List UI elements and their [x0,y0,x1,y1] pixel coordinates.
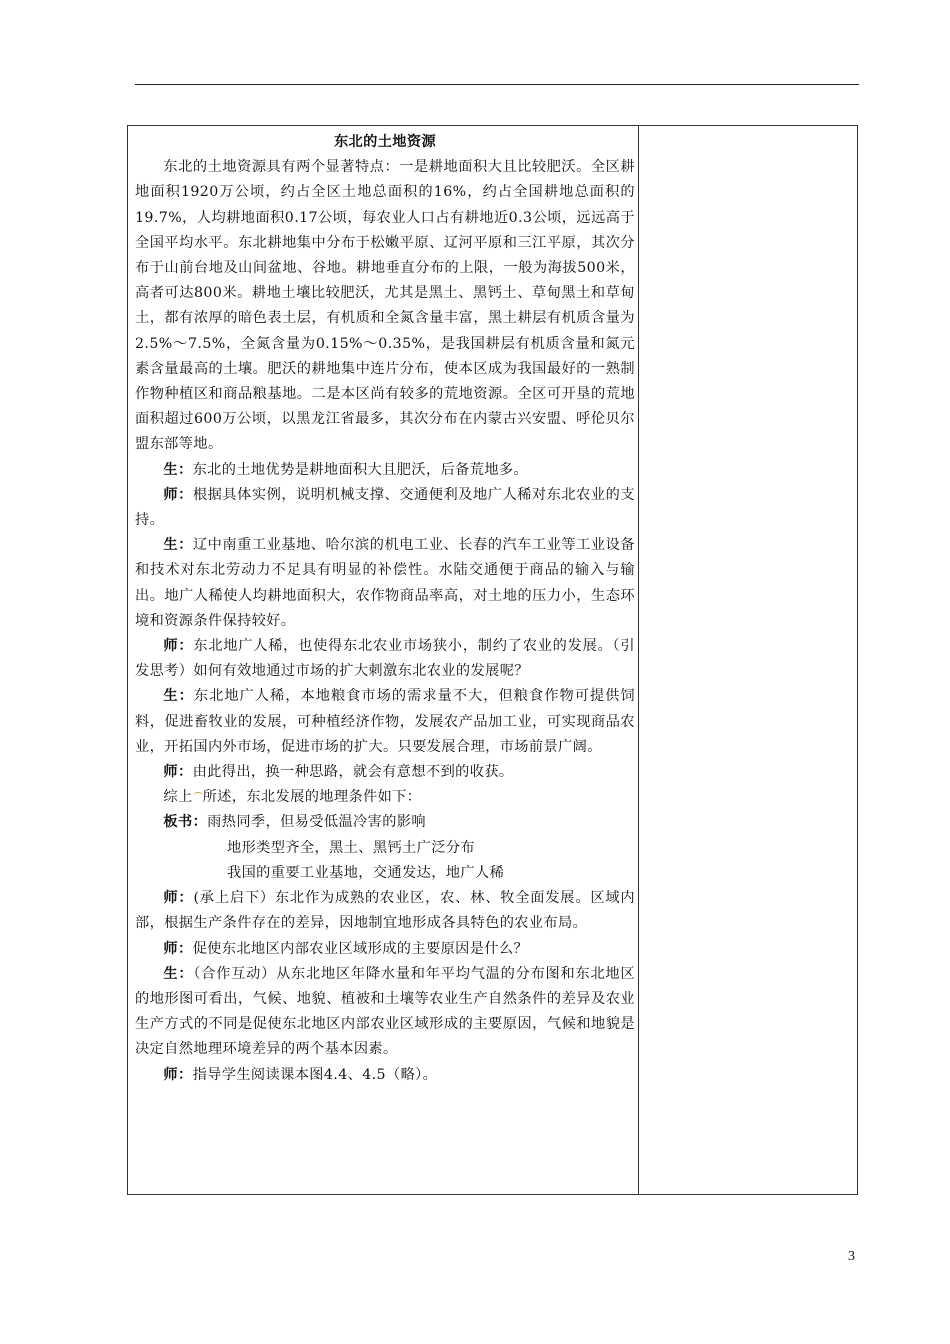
intro-paragraph: 东北的土地资源具有两个显著特点：一是耕地面积大且比较肥沃。全区耕地面积1920万公顷，约占全区土地总面积的16%，约占全国耕地总面积的19.7%，人均耕地面积0.17公顷，每农业人口占有耕地近0.3公顷，远远高于全国平均水平。东北耕地集中分布于松嫩平原、辽河平原和三江平原，其次分布于山前台地及山间盆地、谷地。耕地垂直分布的上限，一般为海拔500米，高者可达800米。耕地土壤比较肥沃，尤其是黑土、黑钙土、草甸黑土和草甸土，都有浓厚的暗色表土层，有机质和全氮含量丰富，黑土耕层有机质含量为2.5%～7.5%，全氮含量为0.15%～0.35%，是我国耕层有机质含量和氮元素含量最高的土壤。肥沃的耕地集中连片分布，使本区成为我国最好的一熟制作物种植区和商品粮基地。二是本区尚有较多的荒地资源。全区可开垦的荒地面积超过600万公顷，以黑龙江省最多，其次分布在内蒙古兴安盟、呼伦贝尔盟东部等地。 [135,159,635,453]
dialogue-line [135,760,635,785]
speaker-label: 师： [163,764,193,781]
dialogue-line [135,634,635,684]
speaker-label: 师： [163,890,194,907]
dialogue-text: 指导学生阅读课本图4.4、4.5（略）。 [192,1066,438,1083]
dialogue-text: 促使东北地区内部农业区域形成的主要原因是什么？ [192,940,529,957]
speaker-label: 生： [163,688,194,705]
summary-line: 综上 所述，东北发展的地理条件如下： [163,789,422,806]
dialogue-text: 辽中南重工业基地、哈尔滨的机电工业、长春的汽车工业等工业设备和技术对东北劳动力不足具有明显的补偿性。水陆交通便于商品的输入与输出。地广人稀使人均耕地面积大，农作物商品率高，对土地的压力小，生态环境和资源条件保持较好。 [135,537,635,629]
speaker-label: 师： [163,940,193,957]
edit-mark-icon [193,792,203,799]
dialogue-text: 东北的土地优势是耕地面积大且肥沃，后备荒地多。 [192,461,529,478]
dialogue-text: 东北地广人稀，本地粮食市场的需求量不大，但粮食作物可提供饲料，促进畜牧业的发展，可种植经济作物，发展农产品加工业，可实现商品农业，开拓国内外市场，促进市场的扩大。只要发展合理，市场前景广阔。 [135,688,635,755]
header-rule [135,84,859,85]
dialogue-line [135,483,635,533]
board-line-1: 雨热同季，但易受低温冷害的影响 [207,814,426,831]
board-label: 板书： [163,814,208,831]
section-title: 东北的土地资源 [333,134,437,150]
dialogue-text: 由此得出，换一种思路，就会有意想不到的收获。 [192,764,514,781]
speaker-label: 生： [163,461,193,478]
lesson-table [127,125,858,1195]
speaker-label: 生： [163,537,193,554]
dialogue-line [135,962,635,1063]
page-number: 3 [848,1249,855,1264]
lesson-content-cell [135,130,635,1088]
dialogue-line [135,533,635,634]
dialogue-line [135,886,635,936]
speaker-label: 师： [163,1066,193,1083]
dialogue-line [135,1063,635,1088]
dialogue-line [135,458,635,483]
dialogue-text: （合作互动）从东北地区年降水量和年平均气温的分布图和东北地区的地形图可看出，气候、地貌、植被和土壤等农业生产自然条件的差异及农业生产方式的不同是促使东北地区内部农业区域形成的主要原因，气候和地貌是决定自然地理环境差异的两个基本因素。 [135,965,635,1058]
speaker-label: 师： [163,638,194,655]
dialogue-text: 根据具体实例，说明机械支撑、交通便利及地广人稀对东北农业的支持。 [135,486,635,529]
dialogue-line [135,937,635,962]
dialogue-text: 东北地广人稀，也使得东北农业市场狭小，制约了农业的发展。（引发思考）如何有效地通过市场的扩大刺激东北农业的发展呢？ [135,638,635,680]
table-column-divider [638,126,639,1194]
board-line-3: 我国的重要工业基地，交通发达，地广人稀 [227,864,505,881]
dialogue-text: (承上启下）东北作为成熟的农业区，农、林、牧全面发展。区域内部，根据生产条件存在的差异，因地制宜地形成各具特色的农业布局。 [135,890,635,932]
speaker-label: 生： [163,965,194,982]
speaker-label: 师： [163,486,193,503]
dialogue-line [135,684,635,760]
board-heading-line [135,810,635,835]
board-line-2: 地形类型齐全，黑土、黑钙土广泛分布 [227,839,475,856]
